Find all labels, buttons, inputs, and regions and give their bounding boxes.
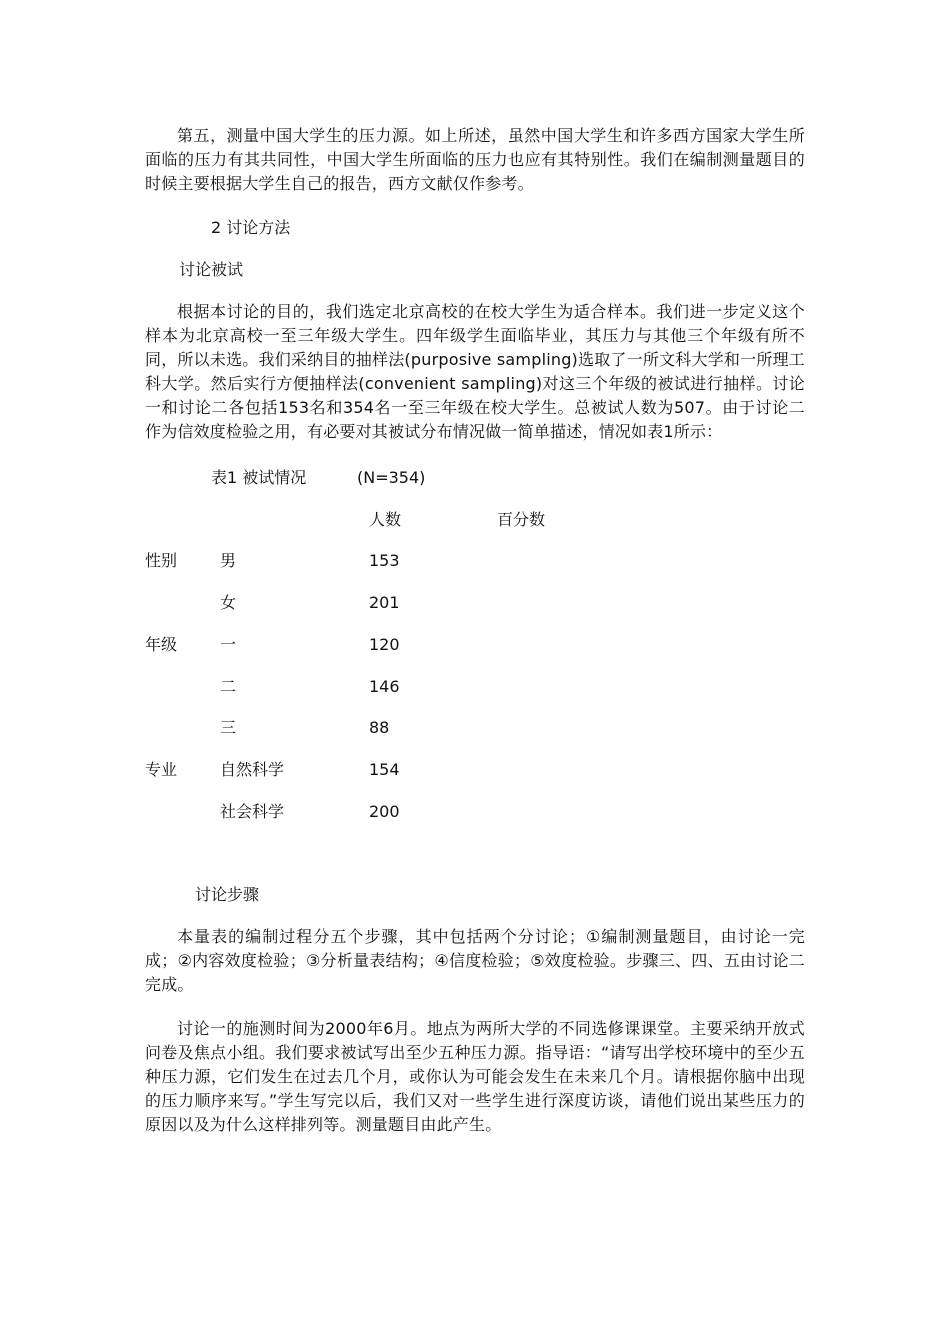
table-row-count: 200 (369, 802, 400, 821)
table-header-percent: 百分数 (497, 510, 546, 529)
section-heading-methods: 2 讨论方法 (211, 218, 291, 237)
paragraph-procedure-steps: 本量表的编制过程分五个步骤，其中包括两个分讨论；①编制测量题目，由讨论一完成；②内容效度检验；③分析量表结构；④信度检验；⑤效度检验。步骤三、四、五由讨论二完成。 (145, 927, 805, 994)
table-caption: 表1 被试情况 (211, 468, 307, 487)
table-row-label: 三 (220, 718, 237, 737)
table-row-count: 201 (369, 593, 400, 612)
paragraph-study-one: 讨论一的施测时间为2000年6月。地点为两所大学的不同选修课课堂。主要采纳开放式问卷及焦点小组。我们要求被试写出至少五种压力源。指导语：“请写出学校环境中的至少五种压力源，它们发生在过去几个月，或你认为可能会发生在未来几个月。请根据你脑中出现的压力顺序来写。”学生写完以后，我们又对一些学生进行深度访谈，请他们说出某些压力的原因以及为什么这样排列等。测量题目由此产生。 (145, 1019, 805, 1134)
table-row-label: 自然科学 (220, 760, 285, 779)
table-row-count: 120 (369, 635, 400, 654)
paragraph-stress-sources: 第五，测量中国大学生的压力源。如上所述，虽然中国大学生和许多西方国家大学生所面临的压力有其共同性，中国大学生所面临的压力也应有其特别性。我们在编制测量题目的时候主要根据大学生自己的报告，西方文献仅作参考。 (145, 126, 805, 193)
table-row-count: 154 (369, 760, 400, 779)
table-row-count: 153 (369, 551, 400, 570)
subheading-subjects: 讨论被试 (179, 260, 244, 279)
table-group-label: 专业 (145, 760, 178, 779)
table-row-count: 146 (369, 677, 400, 696)
table-row-label: 男 (220, 551, 237, 570)
table-header-count: 人数 (369, 510, 402, 529)
table-group-label: 年级 (145, 635, 178, 654)
table-row-label: 一 (220, 635, 237, 654)
table-row-label: 女 (220, 593, 237, 612)
table-group-label: 性别 (145, 551, 178, 570)
table-row-label: 社会科学 (220, 802, 285, 821)
table-sample-size: (N=354) (357, 468, 426, 487)
table-row-label: 二 (220, 677, 237, 696)
subheading-procedure: 讨论步骤 (195, 885, 260, 904)
table-row-count: 88 (369, 718, 390, 737)
paragraph-sample-description: 根据本讨论的目的，我们选定北京高校的在校大学生为适合样本。我们进一步定义这个样本为北京高校一至三年级大学生。四年级学生面临毕业，其压力与其他三个年级有所不同，所以未选。我们采纳目的抽样法(purposive sampling)选取了一所文科大学和一所理工科大学。然后实行方便抽样法(convenient sampling)对这三个年级的被试进行抽样。讨论一和讨论二各包括153名和354名一至三年级在校大学生。总被试人数为507。由于讨论二作为信效度检验之用，有必要对其被试分布情况做一简单描述，情况如表1所示： (145, 302, 805, 441)
